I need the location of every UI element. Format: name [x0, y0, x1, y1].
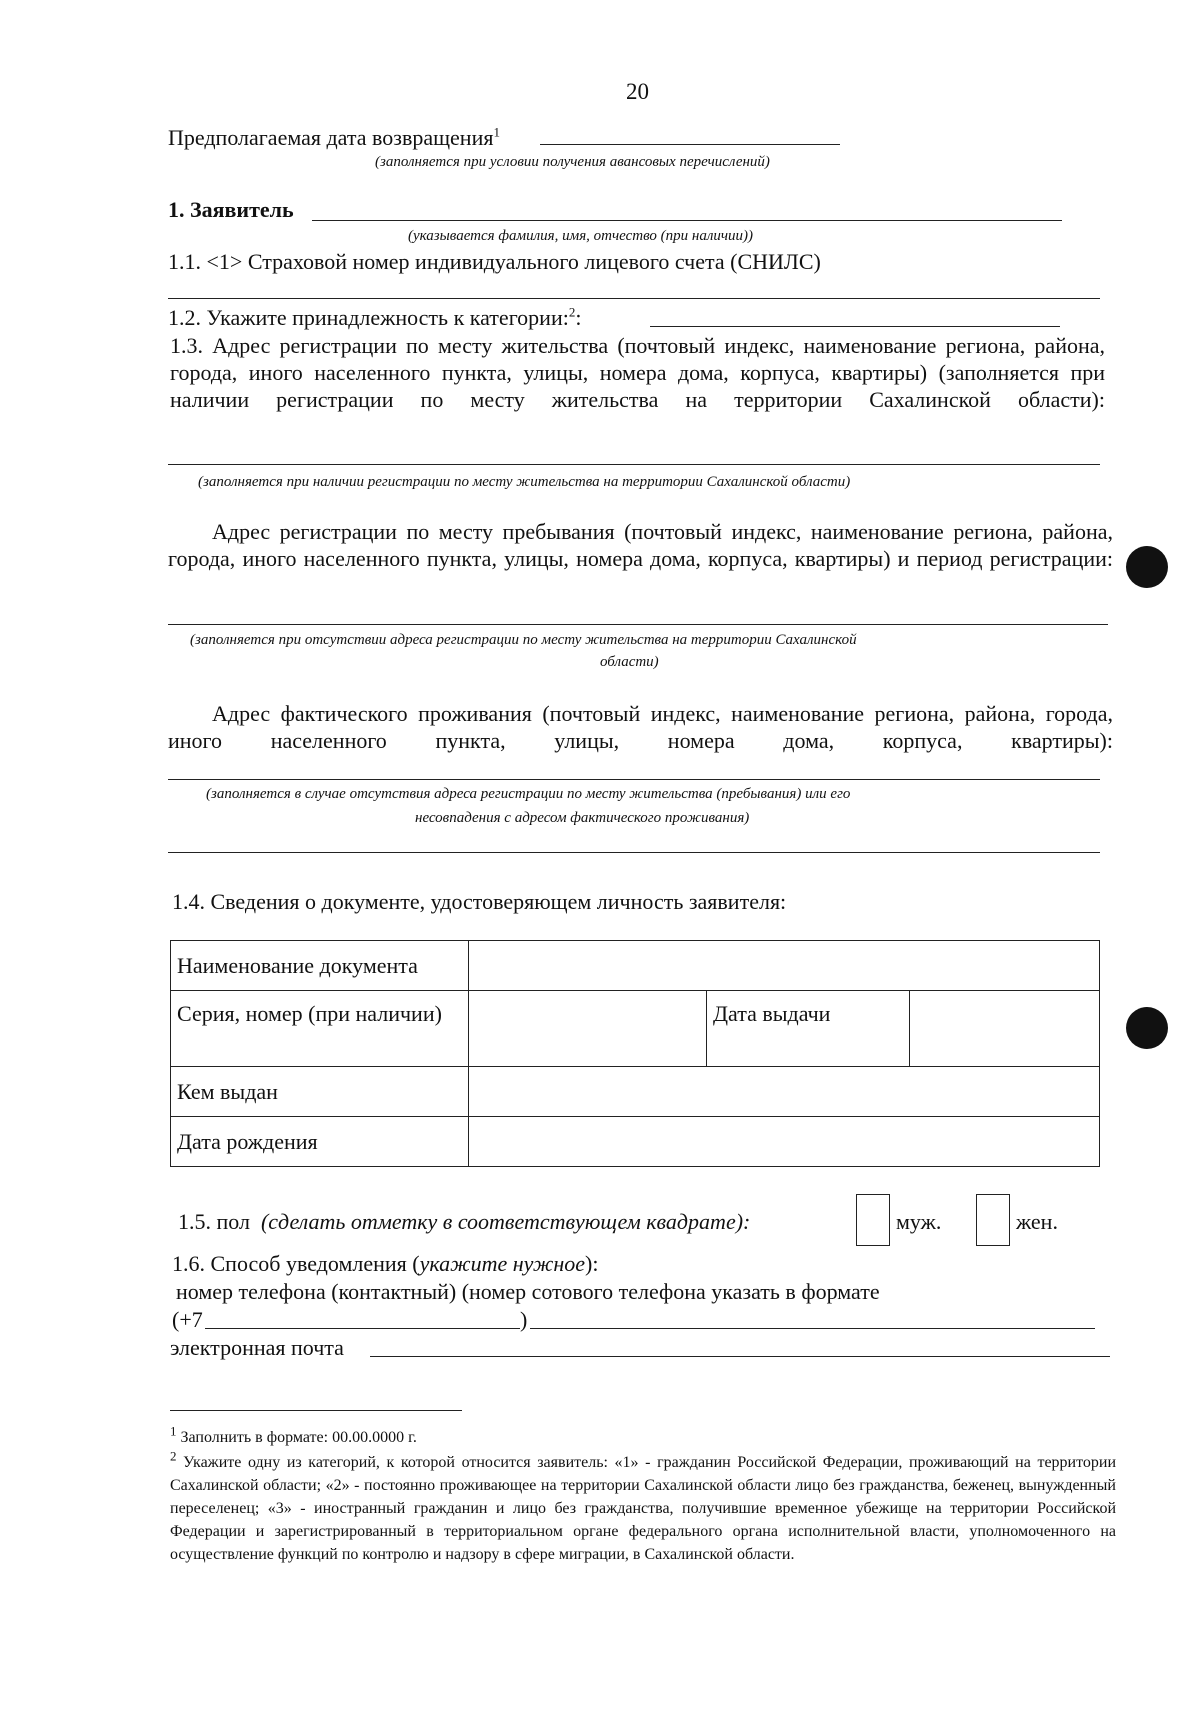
series-number-field[interactable]	[469, 991, 707, 1067]
stay-address-field[interactable]	[168, 624, 1108, 625]
snils-label: 1.1. <1> Страховой номер индивидуального лицевого счета (СНИЛС)	[168, 249, 821, 274]
punch-hole-top	[1126, 546, 1168, 588]
footnote-ref-2: 2	[568, 304, 576, 320]
notification-label: 1.6. Способ уведомления (укажите нужное):	[172, 1251, 599, 1276]
gender-label: 1.5. пол (сделать отметку в соответствующем квадрате):	[178, 1209, 751, 1234]
footnote-2: $^2$ Укажите одну из категорий, к которой относится заявитель: «1» - гражданин Российской Федерации, проживающий на территории Сахалинской области; «2» - постоянно проживающее на территории Сахалинской области лицо без гражданства, беженец, вынужденный переселенец; «3» - иностранный гражданин и лицо без гражданства, получившие временное убежище на территории Российской Федерации и зарегистрированный в территориальном органе федерального органа исполнительной власти, уполномоченного на осуществление функций по контролю и надзору в сфере миграции, в Сахалинской области.	[170, 1448, 1117, 1563]
doc-name-field[interactable]	[469, 941, 1100, 991]
category-label: 1.2. Укажите принадлежность к категории:$^2$:	[168, 304, 582, 330]
actual-address-field[interactable]	[168, 779, 1100, 780]
actual-address-note-1: (заполняется в случае отсутствия адреса регистрации по месту жительства (пребывания) или его	[206, 786, 851, 802]
email-label: электронная почта	[170, 1335, 344, 1360]
phone-close-paren: )	[520, 1307, 528, 1332]
applicant-field[interactable]	[312, 220, 1062, 221]
footnote-ref-1: 1	[493, 124, 500, 140]
series-number-label: Серия, номер (при наличии)	[171, 991, 469, 1067]
punch-hole-bottom	[1126, 1007, 1168, 1049]
email-field[interactable]	[370, 1356, 1110, 1357]
applicant-note: (указывается фамилия, имя, отчество (при наличии))	[408, 228, 754, 244]
residence-address-note: (заполняется при наличии регистрации по месту жительства на территории Сахалинской области)	[198, 474, 851, 490]
table-row	[171, 941, 1100, 991]
doc-name-label: Наименование документа	[171, 941, 469, 991]
actual-address-label: Адрес фактического проживания (почтовый индекс, наименование региона, района, города, иного населенного пункта, улицы, номера дома, корпуса, квартиры):	[168, 701, 1113, 753]
issue-date-label: Дата выдачи	[707, 991, 910, 1067]
category-field[interactable]	[650, 326, 1060, 327]
identity-doc-table	[170, 940, 1100, 1167]
stay-address-note-2: области)	[600, 654, 659, 670]
stay-address-label: Адрес регистрации по месту пребывания (почтовый индекс, наименование региона, района, города, иного населенного пункта, улицы, номера дома, корпуса, квартиры) и период регистрации:	[168, 519, 1113, 571]
issued-by-label: Кем выдан	[171, 1067, 469, 1117]
phone-label: номер телефона (контактный) (номер сотового телефона указать в формате	[176, 1279, 880, 1304]
phone-number-field[interactable]	[530, 1328, 1095, 1329]
footnote-separator	[170, 1410, 462, 1411]
table-row	[171, 1117, 1100, 1167]
residence-address-field[interactable]	[168, 464, 1100, 465]
gender-female-label: жен.	[1016, 1209, 1058, 1234]
phone-prefix: (+7	[172, 1307, 203, 1332]
notification-hint: укажите нужное	[419, 1251, 586, 1276]
footnote-1: $^1$ Заполнить в формате: 00.00.0000 г.	[170, 1423, 417, 1446]
gender-hint: (сделать отметку в соответствующем квадрате):	[260, 1209, 751, 1234]
return-date-field[interactable]	[540, 144, 840, 145]
gender-male-label: муж.	[896, 1209, 942, 1234]
identity-doc-label: 1.4. Сведения о документе, удостоверяющем личность заявителя:	[172, 889, 787, 914]
residence-address-label: 1.3. Адрес регистрации по месту жительства (почтовый индекс, наименование региона, района, города, иного населенного пункта, улицы, номера дома, корпуса, квартиры) (заполняется при наличии регистрации по месту жительства на территории Сахалинской области):	[170, 333, 1105, 412]
actual-address-note-2: несовпадения с адресом фактического проживания)	[415, 810, 750, 826]
table-row	[171, 1067, 1100, 1117]
gender-female-checkbox[interactable]	[976, 1194, 1010, 1246]
snils-field[interactable]	[168, 298, 1100, 299]
return-date-label: Предполагаемая дата возвращения$^1$	[168, 124, 500, 150]
actual-address-extra-field[interactable]	[168, 852, 1100, 853]
birth-date-label: Дата рождения	[171, 1117, 469, 1167]
gender-male-checkbox[interactable]	[856, 1194, 890, 1246]
return-date-note: (заполняется при условии получения авансовых перечислений)	[375, 154, 770, 170]
table-row	[171, 991, 1100, 1067]
page-number: 20	[626, 79, 649, 104]
stay-address-note-1: (заполняется при отсутствии адреса регистрации по месту жительства на территории Сахалинской	[190, 632, 857, 648]
birth-date-field[interactable]	[469, 1117, 1100, 1167]
applicant-label: 1. Заявитель	[168, 197, 294, 222]
phone-code-field[interactable]	[205, 1328, 520, 1329]
issued-by-field[interactable]	[469, 1067, 1100, 1117]
issue-date-field[interactable]	[910, 991, 1100, 1067]
